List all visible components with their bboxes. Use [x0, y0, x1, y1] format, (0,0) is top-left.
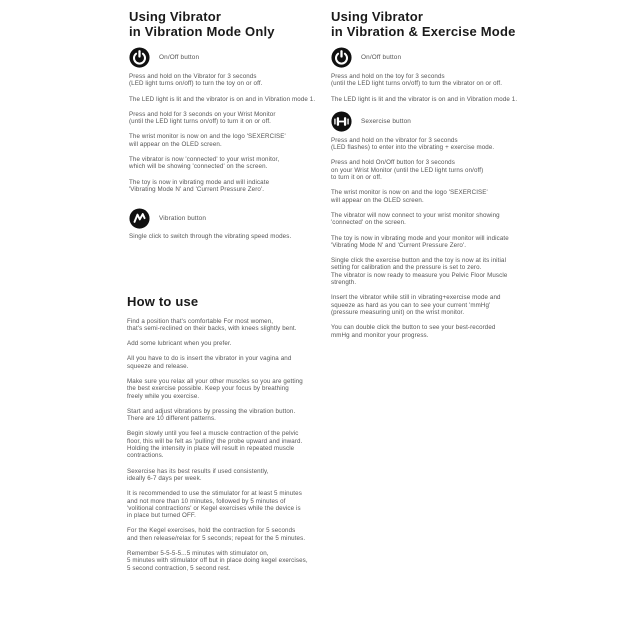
text-line: (LED light turns on/off) to turn the toy on or off. — [129, 80, 263, 88]
text-line: (until the LED light turns on/off) to turn the vibrator on or off. — [331, 80, 503, 88]
section-title — [129, 10, 347, 39]
section-how-to-use — [127, 295, 362, 572]
paragraph — [127, 468, 362, 483]
paragraph — [129, 96, 347, 103]
text-line: Insert the vibrator while still in vibrating+exercise mode and — [331, 294, 501, 302]
text-line: Single click the exercise button and the toy is now at its initial — [331, 257, 507, 265]
paragraph — [127, 355, 362, 370]
text-line: on your Wrist Monitor (until the LED light turns on/off) — [331, 166, 484, 174]
text-line: The vibrator will now connect to your wrist monitor showing — [331, 211, 500, 219]
onoff-instructions — [331, 73, 576, 103]
paragraph — [331, 73, 576, 88]
paragraph — [129, 233, 347, 240]
text-line: You can double click the button to see your best-recorded — [331, 324, 496, 332]
title-line-1: Using Vibrator — [331, 9, 424, 24]
vibration-button-label: Vibration button — [159, 215, 207, 223]
paragraph — [127, 430, 362, 459]
text-line: which will be showing 'connected' on the screen. — [129, 163, 268, 171]
text-line: 'connected' on the screen. — [331, 219, 406, 227]
text-line: setting for calibration and the pressure is set to zero. — [331, 264, 482, 272]
text-line: Start and adjust vibrations by pressing the vibration button. — [127, 407, 296, 415]
vibration-button-row — [129, 208, 347, 229]
text-line: (pressure measuring unit) on the wrist monitor. — [331, 308, 465, 316]
text-line: 'Vibrating Mode N' and 'Current Pressure Zero'. — [331, 241, 467, 249]
text-line: strength. — [331, 279, 357, 287]
paragraph — [129, 179, 347, 194]
text-line: The vibrator is now ready to measure you Pelvic Floor Muscle — [331, 271, 508, 279]
text-line: in place but turned OFF. — [127, 512, 196, 520]
paragraph — [127, 318, 362, 333]
text-line: and then release/relax for 5 seconds; repeat for the 5 minutes. — [127, 534, 306, 542]
onoff-instructions — [129, 73, 347, 193]
title-line-1: Using Vibrator — [129, 9, 222, 24]
text-line: It is recommended to use the stimulator for at least 5 minutes — [127, 490, 302, 498]
paragraph — [129, 73, 347, 88]
text-line: The LED light is lit and the vibrator is on and in Vibration mode 1. — [331, 95, 518, 103]
onoff-button-label: On/Off button — [361, 54, 402, 61]
text-line: and not more than 10 minutes, followed by 5 minutes of — [127, 497, 286, 505]
text-line: Make sure you relax all your other muscles so you are getting — [127, 377, 303, 385]
text-line: There are 10 different patterns. — [127, 415, 217, 423]
text-line: Remember 5-5-5-5...5 minutes with stimulator on, — [127, 550, 269, 558]
text-line: Press and hold on the toy for 3 seconds — [331, 73, 445, 80]
sexercise-instructions — [331, 137, 576, 339]
paragraph — [129, 133, 347, 148]
paragraph — [331, 235, 576, 250]
text-line: The wrist monitor is now on and the logo 'SEXERCISE' — [331, 189, 488, 197]
paragraph — [129, 111, 347, 126]
power-icon — [129, 47, 150, 68]
text-line: Sexercise has its best results if used consistently, — [127, 467, 269, 475]
text-line: Holding the intensity in place will result in repeated muscle — [127, 445, 295, 453]
text-line: ideally 6-7 days per week. — [127, 474, 202, 482]
paragraph — [129, 156, 347, 171]
text-line: (LED flashes) to enter into the vibrating + exercise mode. — [331, 144, 495, 152]
paragraph — [331, 257, 576, 286]
text-line: For the Kegel exercises, hold the contraction for 5 seconds — [127, 527, 296, 535]
text-line: 'volitional contractions' or Kegel exercises while the device is — [127, 504, 301, 512]
paragraph — [127, 408, 362, 423]
text-line: The toy is now in vibrating mode and will indicate — [129, 178, 270, 186]
title-line-2: in Vibration Mode Only — [129, 23, 275, 39]
onoff-button-row — [331, 47, 576, 68]
paragraph — [127, 340, 362, 347]
text-line: contractions. — [127, 452, 164, 460]
paragraph — [331, 189, 576, 204]
text-line: to turn it on or off. — [331, 174, 382, 182]
text-line: Begin slowly until you feel a muscle contraction of the pelvic — [127, 430, 299, 438]
text-line: that's semi-reclined on their backs, with knees slightly bent. — [127, 324, 297, 332]
text-line: Press and hold On/Off button for 3 seconds — [331, 159, 455, 167]
section-title — [331, 10, 576, 39]
text-line: will appear on the OLED screen. — [129, 140, 222, 148]
text-line: Press and hold on the Vibrator for 3 seconds — [129, 73, 257, 80]
text-line: 'Vibrating Mode N' and 'Current Pressure Zero'. — [129, 185, 265, 193]
paragraph — [127, 527, 362, 542]
text-line: The wrist monitor is now on and the logo 'SEXERCISE' — [129, 133, 286, 141]
text-line: The LED light is lit and the vibrator is on and in Vibration mode 1. — [129, 95, 316, 103]
text-line: Single click to switch through the vibrating speed modes. — [129, 233, 292, 241]
section-vibration-mode-only — [129, 10, 347, 241]
dumbbell-icon — [331, 111, 352, 132]
text-line: 5 minutes with stimulator off but in place doing kegel exercises, — [127, 557, 308, 565]
power-icon — [331, 47, 352, 68]
onoff-button-row — [129, 47, 347, 68]
text-line: (until the LED light turns on/off) to turn it on or off. — [129, 118, 272, 126]
paragraph — [331, 294, 576, 316]
sexercise-button-row — [331, 111, 576, 132]
text-line: freely while you exercise. — [127, 392, 200, 400]
text-line: mmHg and monitor your progress. — [331, 331, 429, 339]
text-line: Add some lubricant when you prefer. — [127, 340, 232, 348]
text-line: Press and hold on the vibrator for 3 seconds — [331, 136, 458, 144]
how-to-use-title: How to use — [127, 294, 199, 309]
text-line: Press and hold for 3 seconds on your Wrist Monitor — [129, 110, 276, 118]
text-line: squeeze as hard as you can to see your current 'mmHg' — [331, 301, 491, 309]
text-line: 5 second contraction, 5 second rest. — [127, 564, 231, 572]
text-line: squeeze and release. — [127, 362, 189, 370]
sexercise-button-label: Sexercise button — [361, 117, 412, 125]
how-to-use-instructions — [127, 318, 362, 572]
onoff-button-label: On/Off button — [159, 54, 200, 61]
paragraph — [127, 378, 362, 400]
section-vibration-exercise-mode — [331, 10, 576, 339]
title-line-2: in Vibration & Exercise Mode — [331, 23, 516, 39]
paragraph — [331, 212, 576, 227]
text-line: the best exercise possible. Keep your focus by breathing — [127, 385, 289, 393]
text-line: floor, this will be felt as 'pulling' the probe upward and inward. — [127, 437, 303, 445]
vibration-wave-icon — [129, 208, 150, 229]
text-line: The toy is now in vibrating mode and your monitor will indicate — [331, 234, 509, 242]
text-line: All you have to do is insert the vibrator in your vagina and — [127, 355, 292, 363]
paragraph — [331, 159, 576, 181]
paragraph — [331, 324, 576, 339]
paragraph — [127, 490, 362, 519]
paragraph — [331, 137, 576, 152]
text-line: will appear on the OLED screen. — [331, 196, 424, 204]
paragraph — [331, 96, 576, 103]
vibration-instructions — [129, 233, 347, 240]
text-line: The vibrator is now 'connected' to your wrist monitor, — [129, 156, 280, 164]
text-line: Find a position that's comfortable For most women, — [127, 317, 274, 325]
paragraph — [127, 550, 362, 572]
